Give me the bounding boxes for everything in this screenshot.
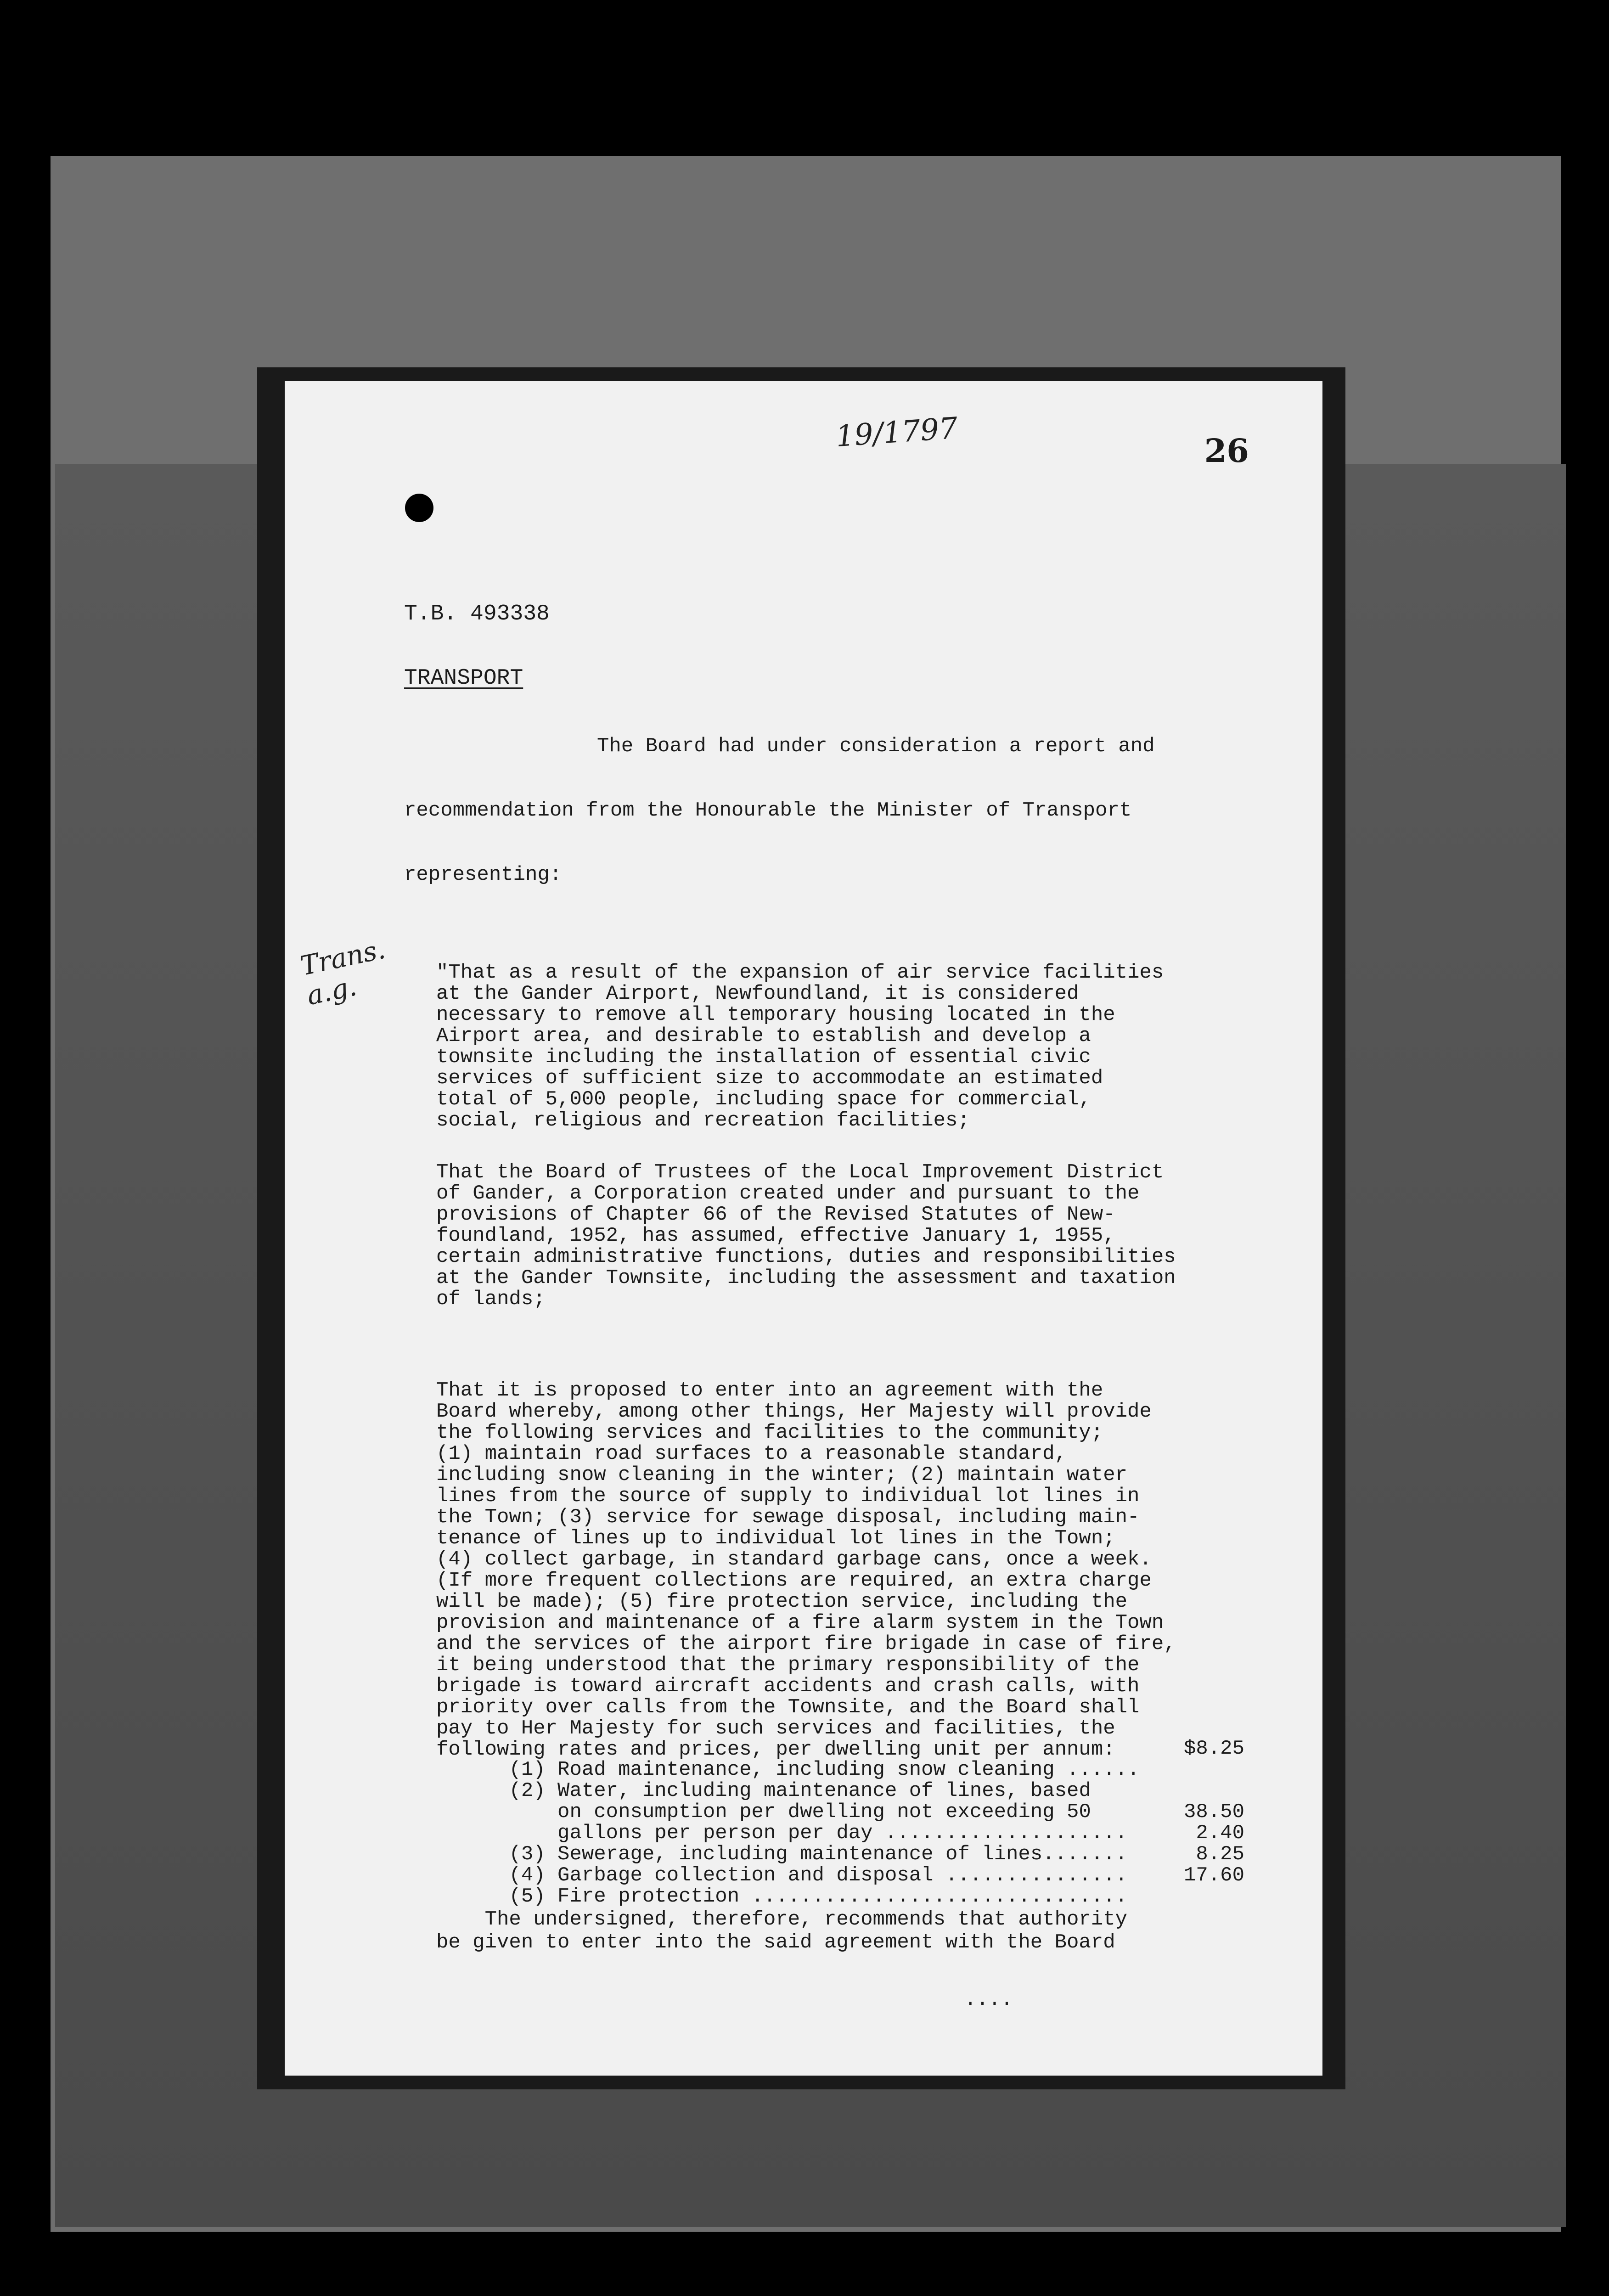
intro-line-3: representing: (404, 863, 562, 886)
paragraph-proposed-agreement: That it is proposed to enter into an agreement with the Board whereby, among other things, Her Majesty will provide the following services and facilities to the community; (1) maintain road surfaces to a reasonable standard, including snow cleaning in the winter; (2) maintain water lines from the source of supply to individual lot lines in the Town; (3) service for sewage disposal, including main- tenance of lines up to individual lot lines in the Town; (4) collect garbage, in standard garbage cans, once a week. (If more frequent collections are required, an extra charge will be made); (5) fire protection service, including the provision and maintenance of a fire alarm system in the Town and the services of the airport fire brigade in case of fire, it being understood that the primary responsibility of the brigade is toward aircraft accidents and crash calls, with priority over calls from the Townsite, and the Board shall pay to Her Majesty for such services and facilities, the following rates and prices, per dwelling unit per annum: (436, 1379, 1176, 1761)
intro-line-2: recommendation from the Honourable the Minister of Transport (404, 799, 1132, 822)
punch-hole (405, 494, 433, 522)
rate-row (436, 1737, 1244, 1781)
department-heading: TRANSPORT (404, 666, 523, 691)
rate-label: (5) Fire protection ............................... (509, 1885, 1128, 1908)
rate-label: gallons per person per day .................... (509, 1822, 1128, 1845)
page-number: 26 (1204, 432, 1249, 470)
rate-amount: 2.40 (1196, 1822, 1244, 1845)
rate-label: (2) Water, including maintenance of lines, based (509, 1779, 1091, 1802)
document-page (285, 381, 1322, 2076)
rate-amount: 17.60 (1183, 1864, 1244, 1887)
intro-line-1: The Board had under consideration a report and (597, 735, 1155, 758)
closing-recommendation: The undersigned, therefore, recommends that authority be given to enter into the said agreement with the Board (436, 1908, 1128, 1954)
rate-amount: 38.50 (1183, 1801, 1244, 1823)
rate-amount: 8.25 (1196, 1843, 1244, 1866)
treasury-board-reference: T.B. 493338 (404, 602, 550, 626)
rate-row (436, 1864, 1244, 1908)
margin-handwritten-note: Trans. a.g. (298, 933, 388, 1012)
paragraph-airport-expansion: "That as a result of the expansion of air service facilities at the Gander Airport, Newfoundland, it is considered necessary to remove all temporary housing located in the Airport area, and desirable to establish and develop a townsite including the installation of essential civic services of sufficient size to accommodate an estimated total of 5,000 people, including space for commercial, social, religious and recreation facilities; (436, 961, 1164, 1132)
continuation-marker: .... (964, 1988, 1013, 2011)
handwritten-file-number: 19/1797 (834, 411, 959, 454)
rates-list (436, 1737, 1244, 1908)
rate-label: (1) Road maintenance, including snow cleaning ...... (509, 1758, 1140, 1781)
rate-label: on consumption per dwelling not exceeding 50 (509, 1801, 1091, 1823)
paragraph-board-of-trustees: That the Board of Trustees of the Local Improvement District of Gander, a Corporation created under and pursuant to the provisions of Chapter 66 of the Revised Statutes of New- foundland, 1952, has assumed, effective January 1, 1955, certain administrative functions, duties and responsibilities at the Gander Townsite, including the assessment and taxation of lands; (436, 1161, 1176, 1311)
rate-amount: $8.25 (1183, 1737, 1244, 1760)
rate-label: (4) Garbage collection and disposal ............... (509, 1864, 1128, 1887)
rate-label: (3) Sewerage, including maintenance of lines....... (509, 1843, 1128, 1866)
rate-row (436, 1759, 1244, 1802)
